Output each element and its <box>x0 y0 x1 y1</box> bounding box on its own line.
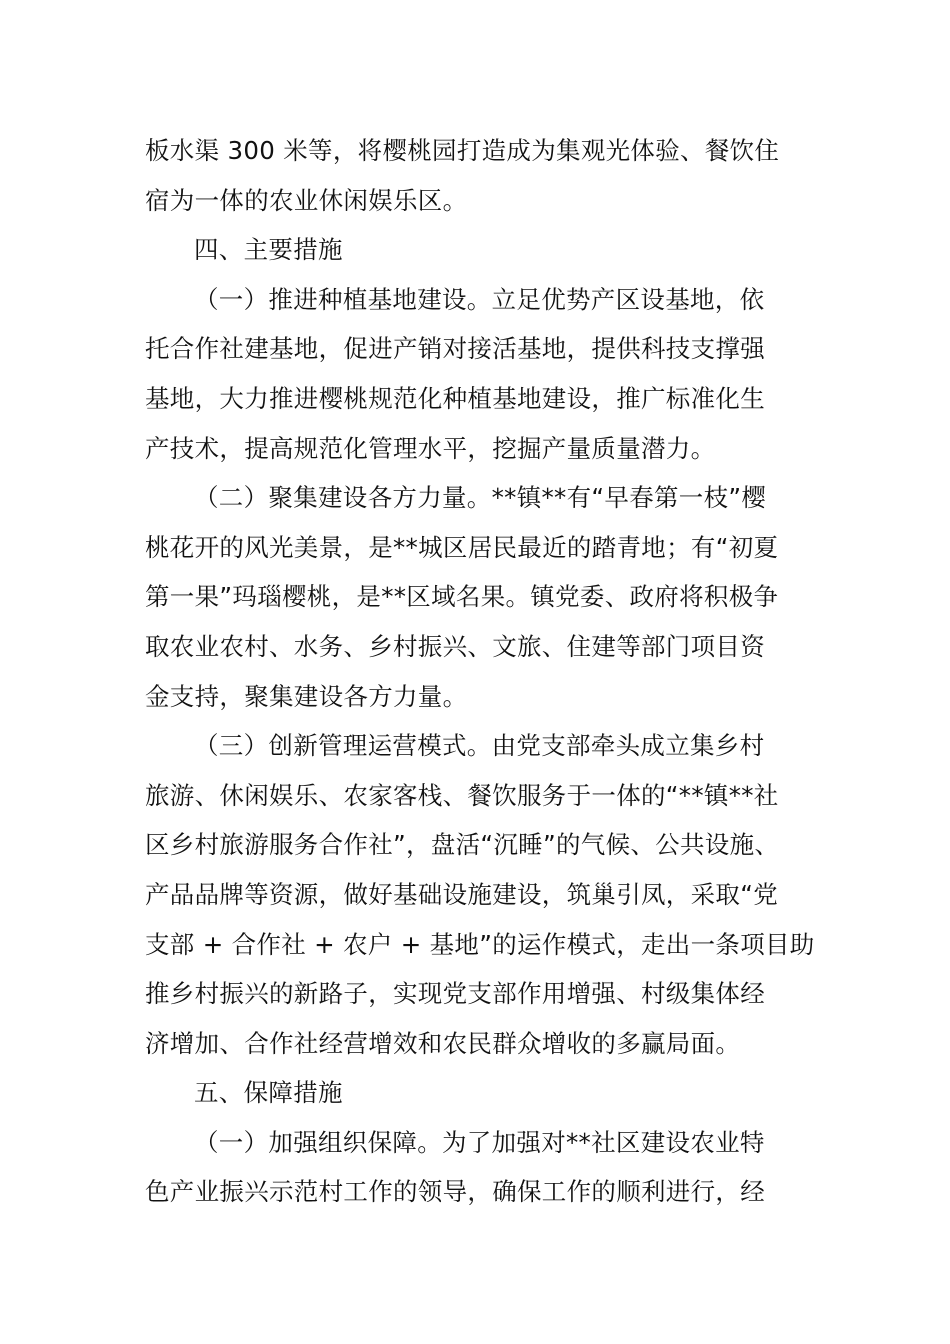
text-line: 支部 + 合作社 + 农户 + 基地”的运作模式，走出一条项目助 <box>145 929 815 959</box>
text-line: 五、保障措施 <box>194 1078 343 1108</box>
text-line: 产技术，提高规范化管理水平，挖掘产量质量潜力。 <box>145 433 716 463</box>
text-line: 推乡村振兴的新路子，实现党支部作用增强、村级集体经 <box>145 979 765 1009</box>
text-line: 基地，大力推进樱桃规范化种植基地建设，推广标准化生 <box>145 383 765 413</box>
text-line: （一）推进种植基地建设。立足优势产区设基地，依 <box>194 284 765 314</box>
document-body <box>145 126 815 1217</box>
text-line: 桃花开的风光美景，是**城区居民最近的踏青地；有“初夏 <box>145 532 779 562</box>
text-line: （二）聚集建设各方力量。**镇**有“早春第一枝”樱 <box>194 483 767 513</box>
text-line: 济增加、合作社经营增效和农民群众增收的多赢局面。 <box>145 1028 741 1058</box>
text-line: 旅游、休闲娱乐、农家客栈、餐饮服务于一体的“**镇**社 <box>145 780 779 810</box>
text-line: 产品品牌等资源，做好基础设施建设，筑巢引凤，采取“党 <box>145 879 778 909</box>
text-line: 第一果”玛瑙樱桃，是**区域名果。镇党委、政府将积极争 <box>145 582 779 612</box>
text-line: 金支持，聚集建设各方力量。 <box>145 681 468 711</box>
text-line: 板水渠 300 米等，将樱桃园打造成为集观光体验、餐饮住 <box>145 136 780 165</box>
text-line: （三）创新管理运营模式。由党支部牵头成立集乡村 <box>194 731 765 761</box>
text-line: 宿为一体的农业休闲娱乐区。 <box>145 185 468 215</box>
text-line: 取农业农村、水务、乡村振兴、文旅、住建等部门项目资 <box>145 631 765 661</box>
text-line: 四、主要措施 <box>194 235 343 265</box>
text-line: （一）加强组织保障。为了加强对**社区建设农业特 <box>194 1127 765 1157</box>
text-line: 区乡村旅游服务合作社”，盘活“沉睡”的气候、公共设施、 <box>145 830 780 860</box>
text-line: 色产业振兴示范村工作的领导，确保工作的顺利进行，经 <box>145 1177 765 1207</box>
text-line: 托合作社建基地，促进产销对接活基地，提供科技支撑强 <box>145 334 765 364</box>
